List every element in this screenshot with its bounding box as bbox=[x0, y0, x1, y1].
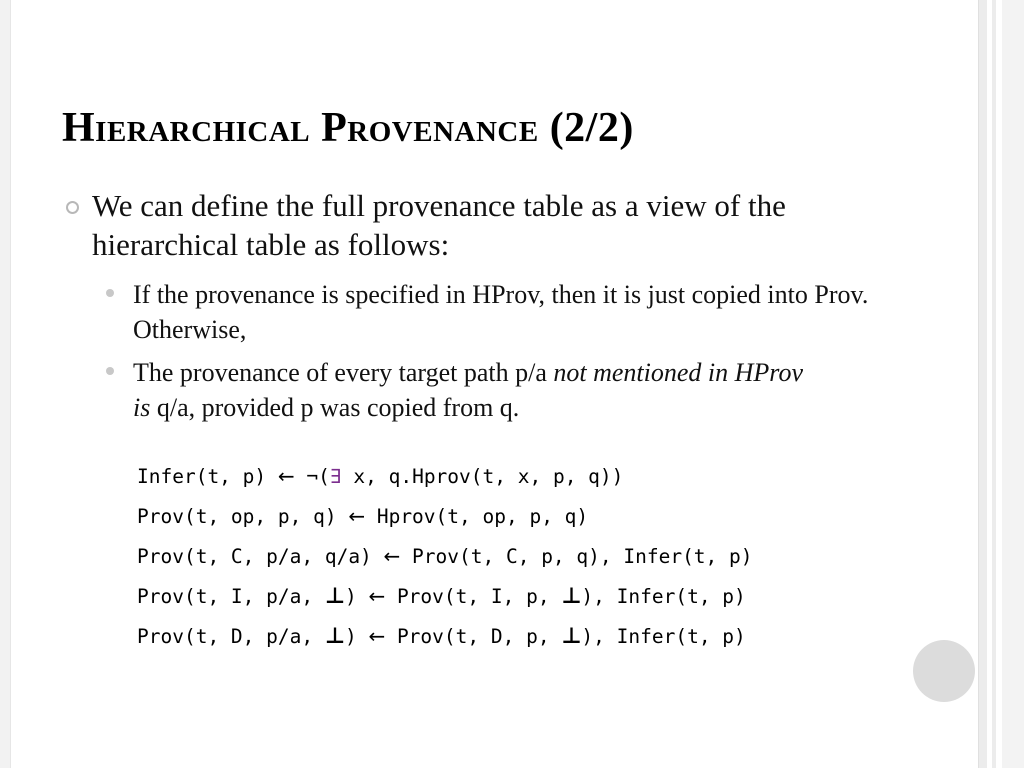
sub-bullet-text: If the provenance is specified in HProv, then it is just copied into Prov. Otherwise, bbox=[133, 280, 869, 344]
code-text: x, q.Hprov(t, x, p, q)) bbox=[341, 465, 624, 488]
sub-bullet bbox=[102, 355, 822, 425]
sub-bullet-text-part: q/a, provided p was copied from q. bbox=[150, 393, 520, 422]
code-text: Infer(t, p) bbox=[137, 465, 278, 488]
code-text: Prov(t, I, p, bbox=[385, 585, 562, 608]
left-arrow-icon: ← bbox=[368, 584, 386, 608]
left-arrow-icon: ← bbox=[277, 464, 295, 488]
decor-strip bbox=[978, 0, 987, 768]
bottom-symbol: ⊥ bbox=[324, 584, 345, 609]
bottom-symbol: ⊥ bbox=[561, 584, 582, 609]
sub-bullet bbox=[102, 277, 882, 347]
code-text: Prov(t, C, p, q), Infer(t, p) bbox=[400, 545, 753, 568]
code-text: ), Infer(t, p) bbox=[581, 585, 746, 608]
code-text: ¬( bbox=[294, 465, 330, 488]
decor-strip bbox=[992, 0, 996, 768]
bullet-main bbox=[62, 186, 892, 264]
bullet-main-text: We can define the full provenance table as a view of the hierarchical table as follows: bbox=[92, 188, 786, 262]
left-arrow-icon: ← bbox=[368, 624, 386, 648]
code-text: Prov(t, D, p/a, bbox=[137, 625, 325, 648]
bottom-symbol: ⊥ bbox=[324, 624, 345, 649]
code-line-prov-delete bbox=[137, 621, 753, 661]
code-line-infer bbox=[137, 461, 753, 501]
slide-left-border bbox=[0, 0, 11, 768]
left-arrow-icon: ← bbox=[383, 544, 401, 568]
code-line-prov-hprov bbox=[137, 501, 753, 541]
code-line-prov-insert bbox=[137, 581, 753, 621]
slide-title: Hierarchical Provenance (2/2) bbox=[62, 105, 634, 151]
decor-strip bbox=[1002, 0, 1024, 768]
code-text: ), Infer(t, p) bbox=[581, 625, 746, 648]
bottom-symbol: ⊥ bbox=[561, 624, 582, 649]
sub-bullet-text bbox=[133, 355, 823, 425]
code-text: ) bbox=[344, 585, 369, 608]
code-text: Prov(t, op, p, q) bbox=[137, 505, 349, 528]
code-text: Hprov(t, op, p, q) bbox=[365, 505, 589, 528]
datalog-rules bbox=[137, 461, 753, 661]
slide-nav-circle[interactable] bbox=[913, 640, 975, 702]
sub-bullet-text-italic: not mentioned in HProv is bbox=[133, 358, 803, 422]
code-text: Prov(t, C, p/a, q/a) bbox=[137, 545, 384, 568]
code-text: ) bbox=[344, 625, 369, 648]
dot-bullet-icon bbox=[106, 367, 114, 375]
left-arrow-icon: ← bbox=[348, 504, 366, 528]
code-text: Prov(t, I, p/a, bbox=[137, 585, 325, 608]
code-text: Prov(t, D, p, bbox=[385, 625, 562, 648]
code-line-prov-copy bbox=[137, 541, 753, 581]
sub-bullet-text-part: The provenance of every target path p/a bbox=[133, 358, 554, 387]
ring-bullet-icon bbox=[66, 201, 79, 214]
dot-bullet-icon bbox=[106, 289, 114, 297]
exists-symbol: ∃ bbox=[329, 465, 342, 488]
